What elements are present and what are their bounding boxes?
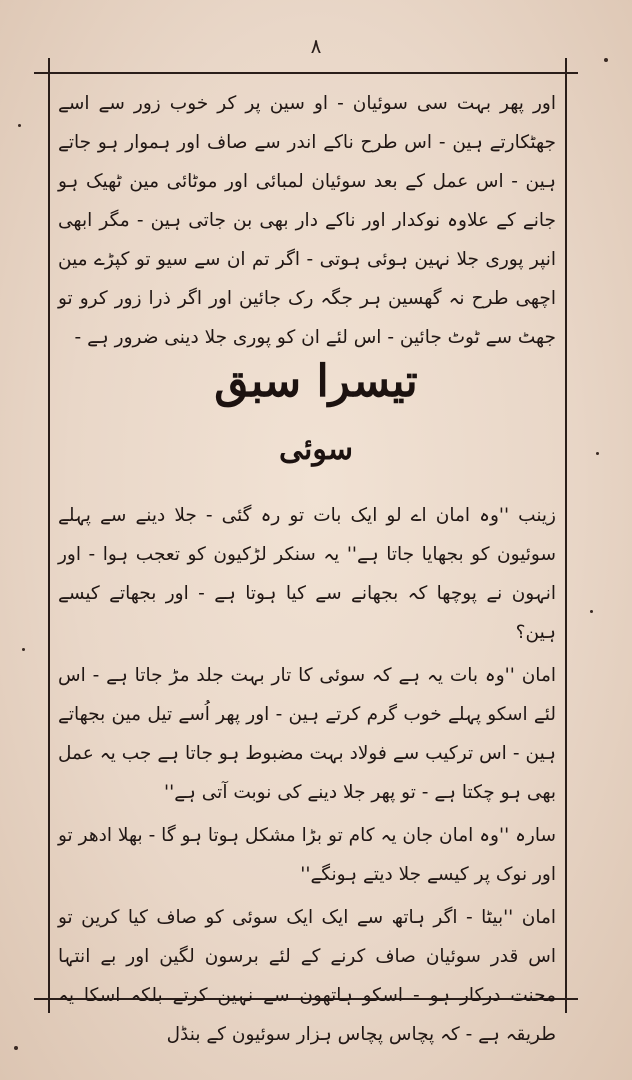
page-number: ۸ (310, 34, 322, 58)
paper-speck (604, 58, 608, 62)
left-border-line (48, 58, 50, 1013)
dialogue-paragraph: سارہ ''وہ امان جان یہ کام تو بڑا مشکل ہوتا ہو گا - بھلا ادھر تو اور نوک پر کیسے جلا دیتے ہونگے'' (58, 825, 557, 885)
intro-paragraph (58, 84, 556, 357)
lesson-subheading: سوئی (279, 432, 353, 467)
right-border-line (565, 58, 567, 1013)
lesson-heading: تیسرا سبق (214, 356, 418, 407)
dialogue-paragraph: امان ''وہ بات یہ ہے کہ سوئی کا تار بہت جلد مڑ جاتا ہے - اس لئے اسکو پہلے خوب گرم کرتے ہین - اور پھر اُسے تیل مین بجھاتے ہین - اس ترکیب سے فولاد بہت مضبوط ہو جاتا ہے جب یہ عمل بھی ہو چکتا ہے - تو پھر جلا دینے کی نوبت آتی ہے'' (58, 665, 556, 803)
paper-speck (14, 1046, 18, 1050)
paragraph-text: اور پھر بہت سی سوئیان - او سین پر کر خوب زور سے اسے جھٹکارتے ہین - اس طرح ناکے اندر سے صاف اور ہموار ہو جاتے ہین - اس عمل کے بعد سوئیان لمبائی اور موٹائی مین ٹھیک ہو جانے کے علاوہ نوکدار اور ناکے دار بھی بن جاتی ہین - مگر ابھی انپر پوری جلا نہین ہوئی ہوتی - اگر تم ان سے سیو تو کپڑے مین اچھی طرح نہ گھسین ہر جگہ رک جائین اور اگر ذرا زور کرو تو جھٹ سے ٹوٹ جائین - اس لئے ان کو پوری جلا دینی ضرور ہے - (58, 93, 556, 348)
paper-speck (596, 452, 599, 455)
dialogue-section (58, 496, 556, 1058)
paper-speck (22, 648, 25, 651)
dialogue-paragraph: امان ''بیٹا - اگر ہاتھ سے ایک ایک سوئی کو صاف کیا کرین تو اس قدر سوئیان صاف کرنے کے لئے برسون لگین اور بے انتہا محنت درکار ہو - اسکو ہاتھون سے نہین کرتے بلکہ اسکا یہ طریقہ ہے - کہ پچاس پچاس ہزار سوئیون کے بنڈل (58, 907, 556, 1045)
dialogue-paragraph: زینب ''وہ امان اے لو ایک بات تو رہ گئی - جلا دینے سے پہلے سوئیون کو بجھایا جاتا ہے'' یہ سنکر لڑکیون کو تعجب ہوا - اور انہون نے پوچھا کہ بجھانے سے کیا ہوتا ہے - اور بجھاتے کیسے ہین؟ (58, 505, 556, 643)
paper-speck (18, 124, 21, 127)
paper-speck (590, 610, 593, 613)
top-border-line (34, 72, 578, 74)
